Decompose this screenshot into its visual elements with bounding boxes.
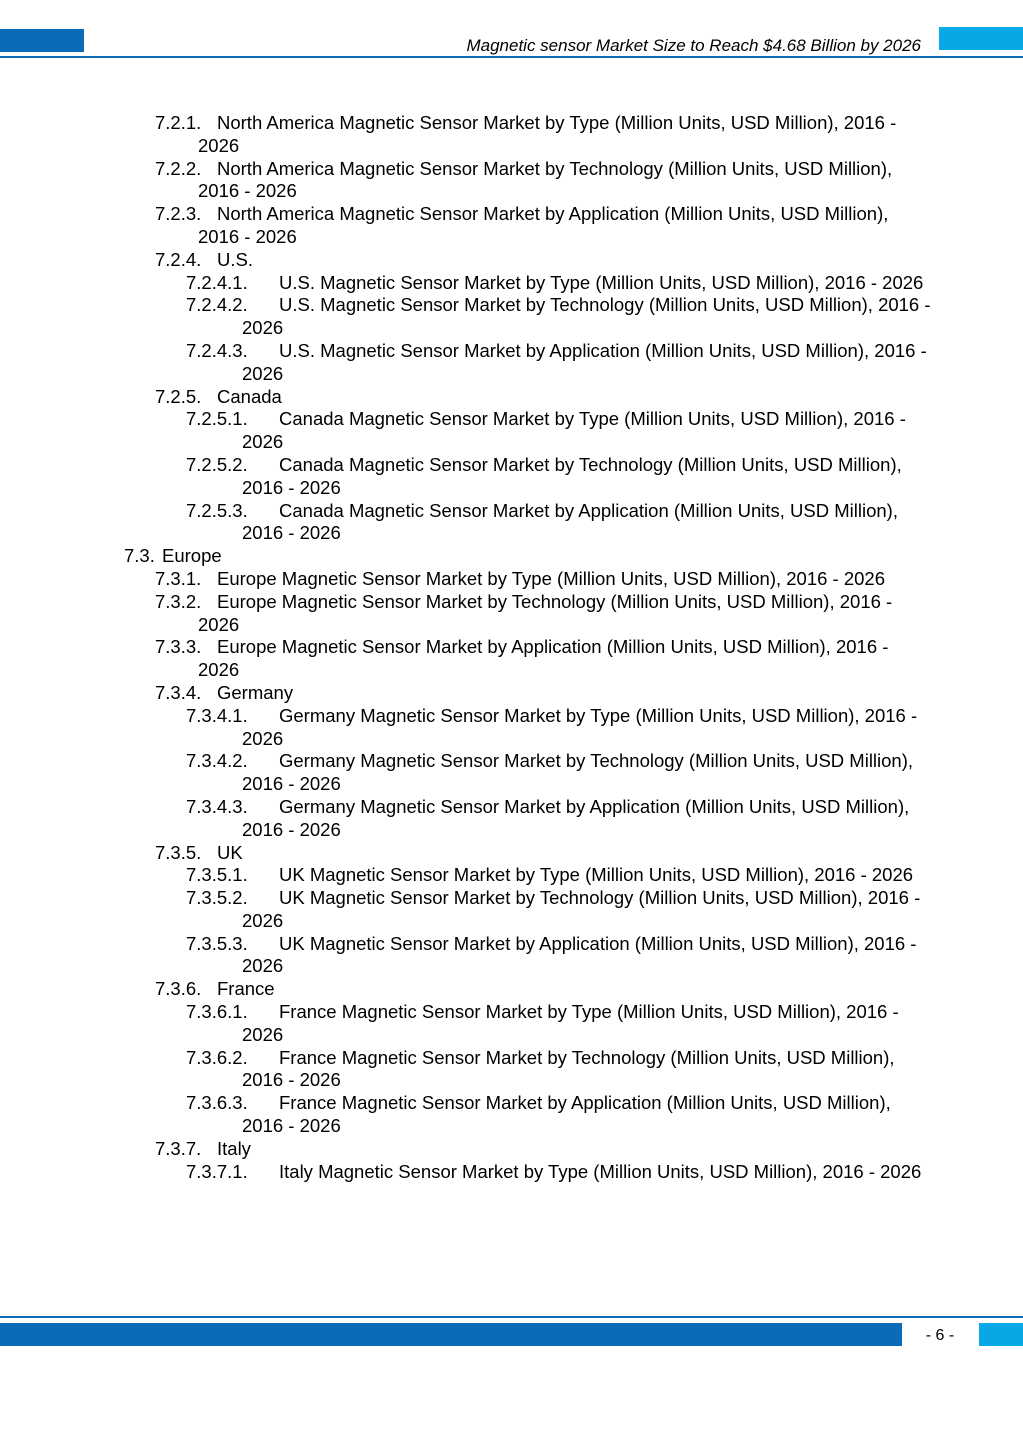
toc-entry [155,158,930,204]
toc-entry-number: 7.3.4. [155,681,202,703]
header-accent-right [939,27,1023,50]
toc-entry [155,591,930,637]
toc-entry [186,1161,932,1184]
toc-entry [155,978,930,1001]
toc-entry-title: France Magnetic Sensor Market by Type (Million Units, USD Million), 2016 - 2026 [242,1001,899,1045]
toc-entry-number: 7.2.4.1. [186,271,248,293]
toc-entry-number: 7.3.6.2. [186,1046,248,1068]
toc-entry [186,864,932,887]
toc-entry [155,249,930,272]
toc-entry [155,842,930,865]
header-accent-left [0,29,84,52]
toc-entry-title: Canada Magnetic Sensor Market by Type (Million Units, USD Million), 2016 - 2026 [242,408,906,453]
toc-entry-number: 7.2.5.1. [186,408,248,430]
toc-entry-number: 7.2.5.2. [186,453,248,475]
toc-entry-title: Germany [217,681,294,703]
toc-entry [186,1001,932,1047]
toc-entry [155,203,930,249]
toc-entry-number: 7.2.4.3. [186,339,248,361]
toc-entry-number: 7.3. [124,545,155,567]
toc-entry [186,1092,932,1138]
header-rule [0,56,1023,58]
toc-entry-number: 7.3.6.3. [186,1092,248,1114]
toc-entry [186,272,932,295]
toc-entry-title: Germany Magnetic Sensor Market by Type (Million Units, USD Million), 2016 - 2026 [242,704,918,749]
toc-entry-number: 7.3.4.1. [186,704,248,726]
toc-entry-number: 7.3.7. [155,1137,202,1159]
toc-entry [155,568,930,591]
toc-entry-number: 7.3.1. [155,567,202,589]
toc-entry [186,796,932,842]
toc-entry-title: North America Magnetic Sensor Market by Type (Million Units, USD Million), 2016 - 2026 [198,112,897,156]
toc-entry-title: U.S. Magnetic Sensor Market by Type (Million Units, USD Million), 2016 - 2026 [279,271,924,293]
toc-entry-title: Europe Magnetic Sensor Market by Application (Million Units, USD Million), 2016 - 2026 [198,636,889,681]
toc-entry [186,454,932,500]
toc-entry-title: Italy Magnetic Sensor Market by Type (Million Units, USD Million), 2016 - 2026 [279,1160,922,1182]
toc-entry-number: 7.3.2. [155,590,202,612]
toc-entry-number: 7.3.6.1. [186,1001,248,1023]
toc-entry-title: France Magnetic Sensor Market by Application (Million Units, USD Million), 2016 - 2026 [242,1092,891,1137]
toc-entry-title: Germany Magnetic Sensor Market by Application (Million Units, USD Million), 2016 - 2026 [242,795,910,840]
footer-rule [0,1316,1023,1318]
toc-entry [124,545,968,568]
toc-entry-number: 7.3.6. [155,978,202,1000]
toc-entry-number: 7.2.3. [155,203,202,225]
footer-accent-right [979,1323,1023,1346]
toc-entry-number: 7.2.1. [155,112,202,133]
toc-entry-title: North America Magnetic Sensor Market by Technology (Million Units, USD Million), 2016 - 2026 [198,157,893,202]
page-number: - 6 - [925,1327,955,1344]
toc-entry-title: Europe Magnetic Sensor Market by Type (Million Units, USD Million), 2016 - 2026 [217,567,886,589]
toc-entry [186,705,932,751]
toc-entry-title: UK Magnetic Sensor Market by Application (Million Units, USD Million), 2016 - 2026 [242,932,917,977]
toc-entry-title: UK Magnetic Sensor Market by Type (Million Units, USD Million), 2016 - 2026 [279,864,914,886]
toc-entry-number: 7.3.7.1. [186,1160,248,1182]
toc-entry-number: 7.2.4.2. [186,294,248,316]
toc-entry-number: 7.2.5. [155,385,202,407]
toc-entry-title: France Magnetic Sensor Market by Technology (Million Units, USD Million), 2016 - 2026 [242,1046,895,1091]
toc-entry-number: 7.3.5.3. [186,932,248,954]
toc-entry-number: 7.2.5.3. [186,499,248,521]
toc-entry [186,750,932,796]
toc-entry [155,1138,930,1161]
toc-entry [186,294,932,340]
toc-entry-number: 7.3.3. [155,636,202,658]
toc-entry-title: Canada Magnetic Sensor Market by Application (Million Units, USD Million), 2016 - 2026 [242,499,898,544]
toc-entry-title: U.S. Magnetic Sensor Market by Application (Million Units, USD Million), 2016 - 2026 [242,339,927,384]
toc-entry-number: 7.3.4.2. [186,750,248,772]
toc-entry [186,887,932,933]
toc-entry-title: UK Magnetic Sensor Market by Technology (Million Units, USD Million), 2016 - 2026 [242,887,921,931]
toc-entry-number: 7.3.4.3. [186,795,248,817]
toc-entry [186,408,932,454]
toc-entry-title: Canada Magnetic Sensor Market by Technology (Million Units, USD Million), 2016 - 2026 [242,453,902,498]
toc-entry [186,1047,932,1093]
footer-bar [0,1323,902,1346]
toc-entry-title: U.S. Magnetic Sensor Market by Technology (Million Units, USD Million), 2016 - 2026 [242,294,931,339]
header-title: Magnetic sensor Market Size to Reach $4.68 Billion by 2026 [466,36,921,55]
toc-entry-title: Europe [162,545,222,567]
toc-entry [155,386,930,409]
toc-entry [155,636,930,682]
toc-entry-number: 7.3.5.2. [186,887,248,909]
toc-entry-title: Canada [217,385,282,407]
toc-entry [186,340,932,386]
toc-entry-title: North America Magnetic Sensor Market by Application (Million Units, USD Million), 2016 - 2026 [198,203,889,247]
toc-entry [186,933,932,979]
toc-entry [155,682,930,705]
toc-entry [186,500,932,546]
table-of-contents [0,112,1023,1183]
toc-entry-number: 7.3.5.1. [186,864,248,886]
toc-entry-title: Europe Magnetic Sensor Market by Technology (Million Units, USD Million), 2016 - 2026 [198,590,893,635]
toc-entry-title: Germany Magnetic Sensor Market by Technology (Million Units, USD Million), 2016 - 2026 [242,750,914,795]
toc-entry-title: UK [217,841,243,863]
toc-entry-title: Italy [217,1137,251,1159]
toc-entry-title: France [217,978,275,1000]
toc-entry-number: 7.2.2. [155,157,202,179]
toc-entry-number: 7.3.5. [155,841,202,863]
toc-entry [155,112,930,158]
toc-entry-number: 7.2.4. [155,248,202,270]
toc-entry-title: U.S. [217,248,253,270]
